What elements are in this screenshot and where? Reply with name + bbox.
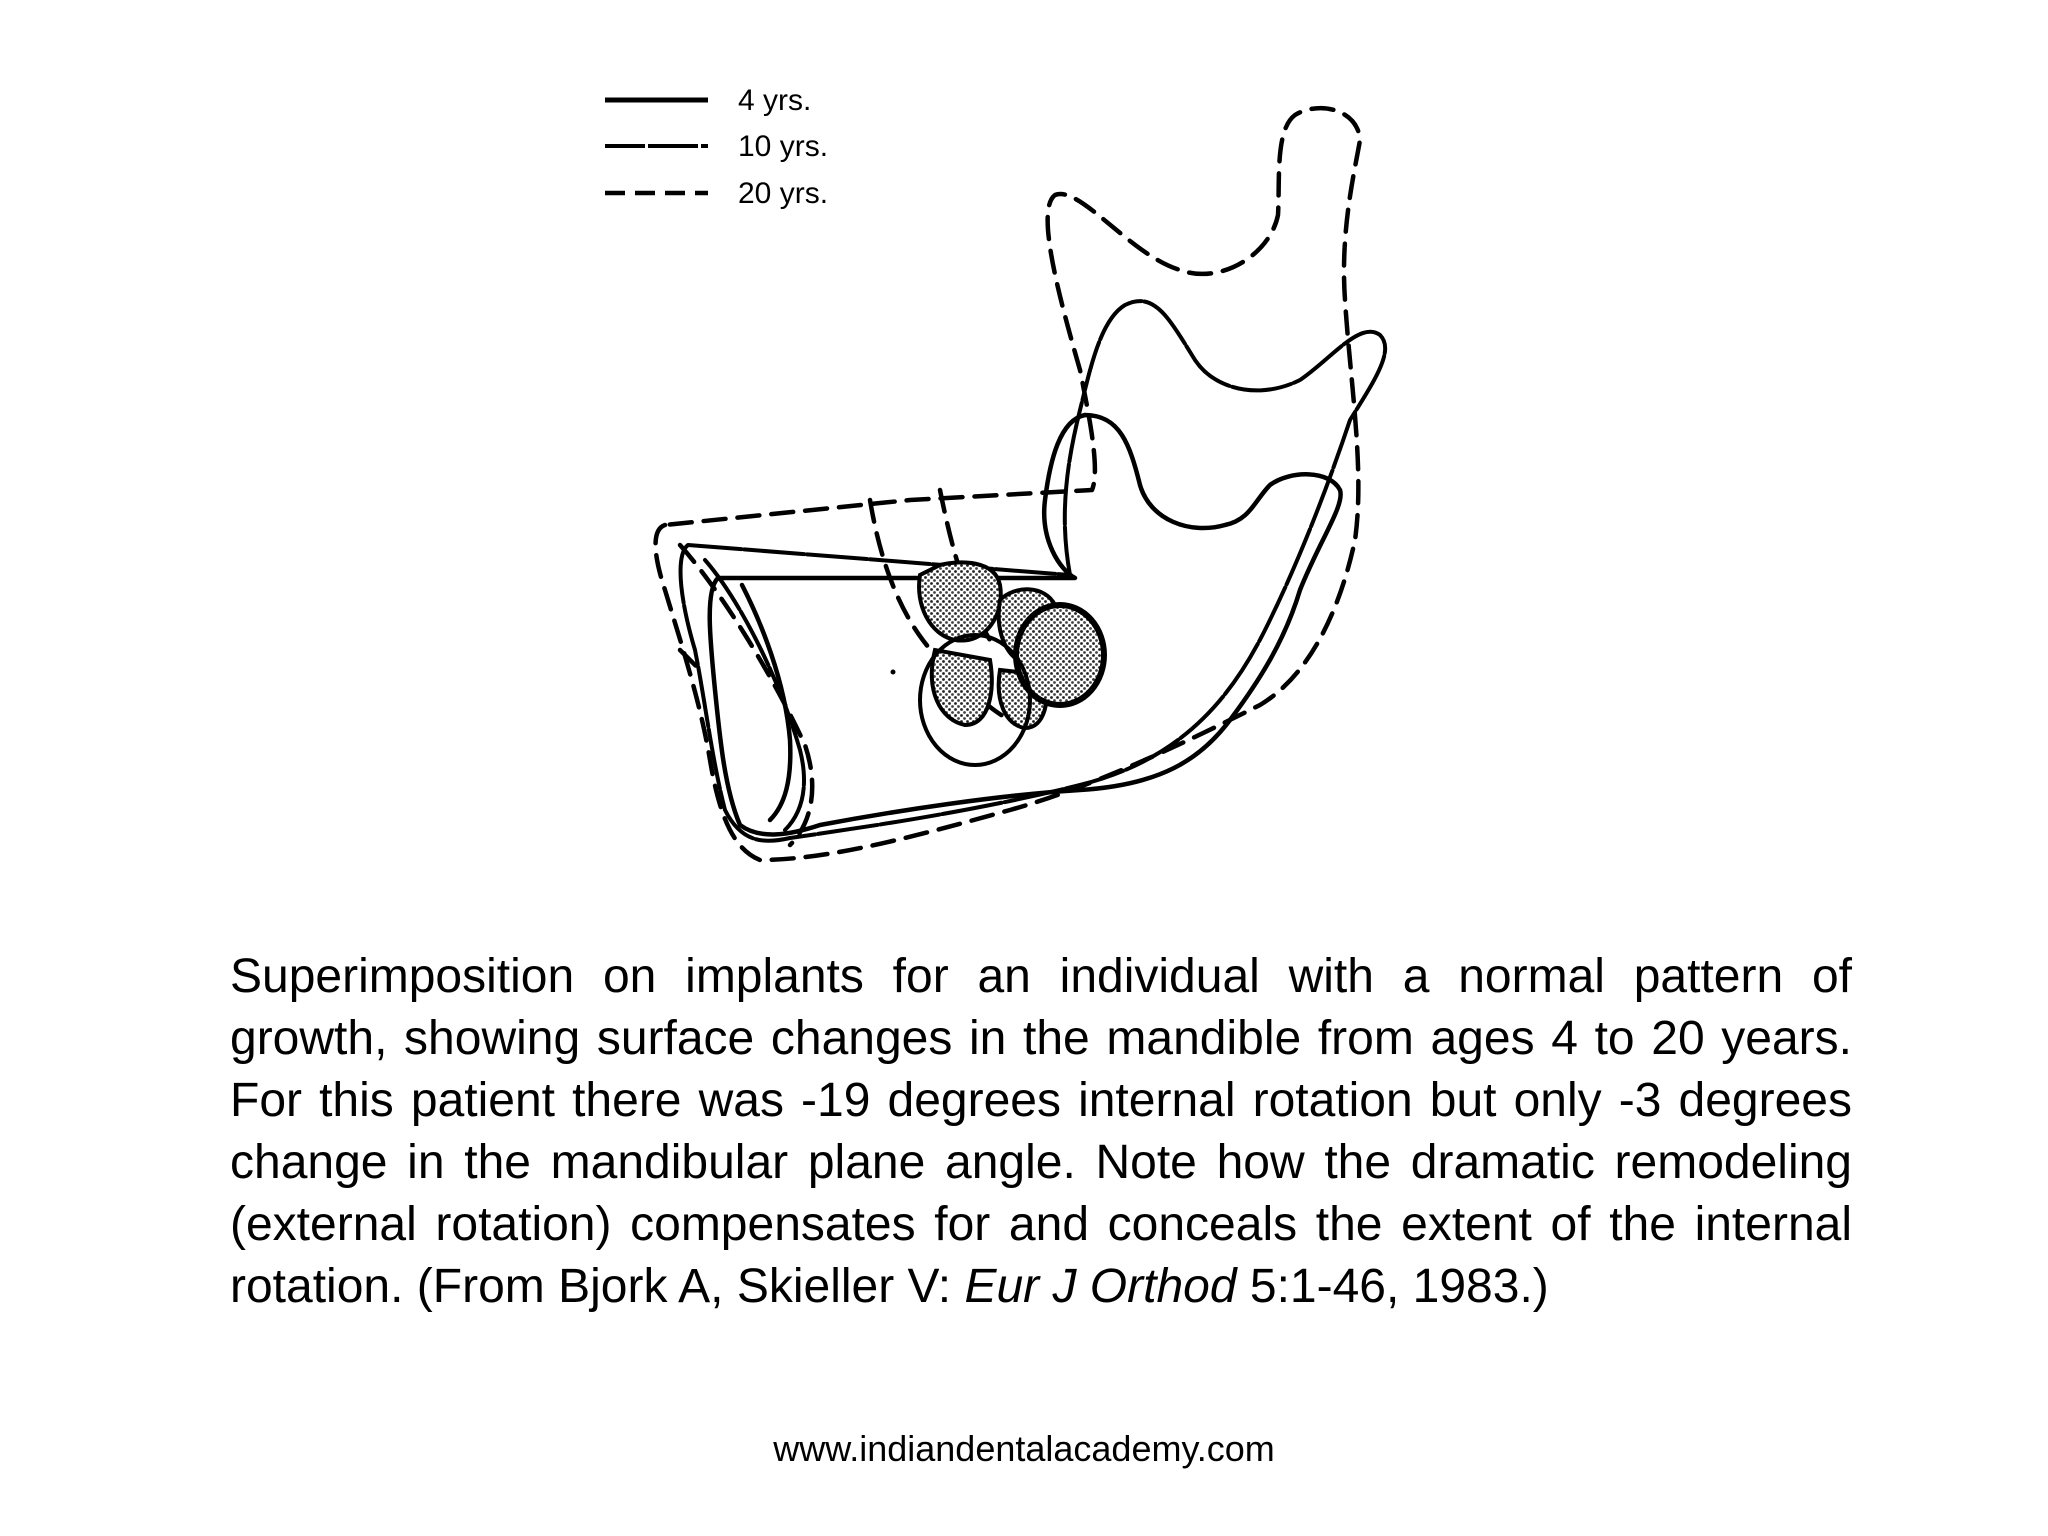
caption-journal: Eur J Orthod [964,1260,1237,1313]
legend-item-20yrs [605,177,828,210]
implant-dot [891,670,896,675]
figure-caption [230,946,1852,1318]
legend-label-20yrs: 20 yrs. [738,177,829,210]
footer-website: www.indiandentalacademy.com [773,1428,1275,1469]
legend-label-4yrs: 4 yrs. [738,84,812,117]
legend-label-10yrs: 10 yrs. [738,130,829,163]
caption-text-citation: 5:1-46, 1983.) [1236,1260,1549,1313]
mandible-outline-20yrs [656,108,1360,860]
developing-teeth [891,562,1105,765]
legend-item-4yrs [605,84,811,117]
mandible-outline-10yrs [681,301,1386,841]
legend [605,84,828,210]
legend-item-10yrs [605,130,828,163]
caption-text-main: Superimposition on implants for an individual with a normal pattern of growth, showing surface changes in the mandible from ages 4 to 20 years. For this patient there was -19 degrees internal rotation but only -3 degrees change in the mandibular plane angle. Note how the dramatic remodeling (external rotation) compensates for and conceals the extent of the internal rotation. (From Bjork A, Skieller V: [230,950,1852,1313]
tooth-bud-1 [919,562,1001,640]
tooth-bud-2 [932,650,992,725]
